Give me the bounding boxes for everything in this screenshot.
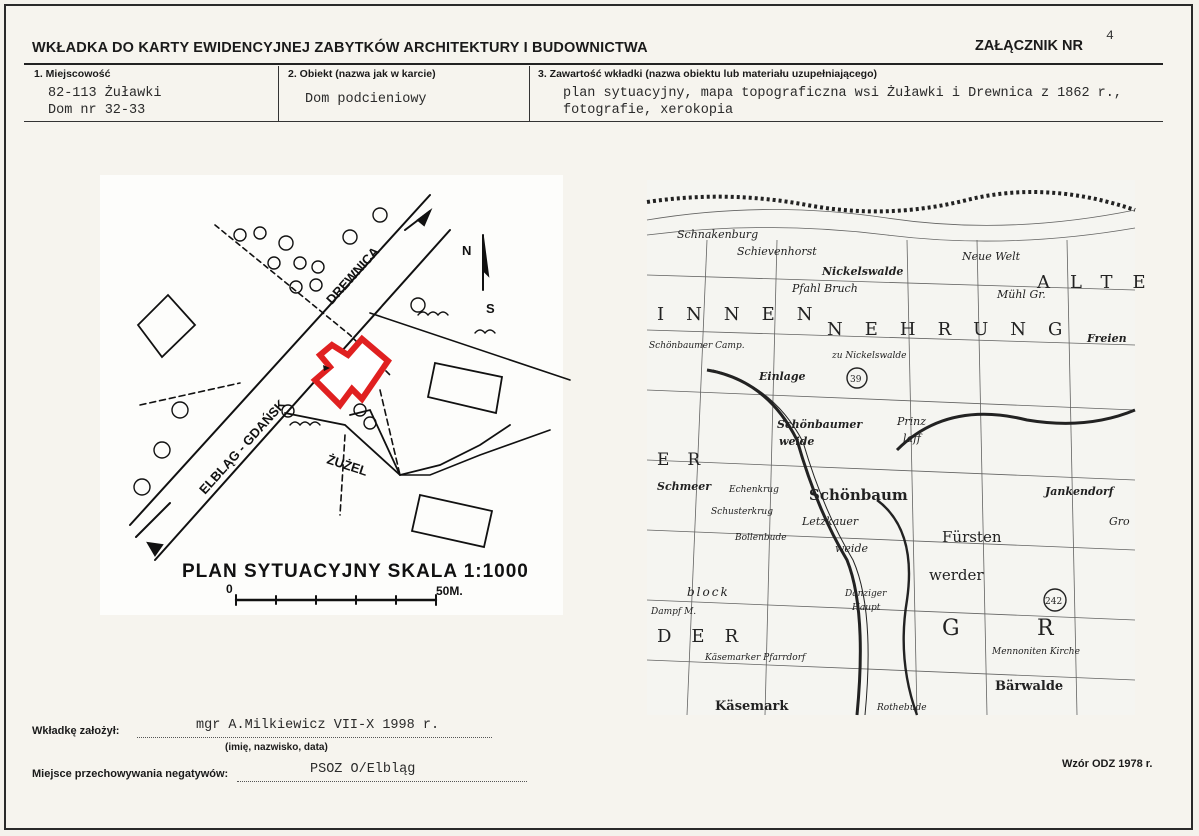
map-label: Prinz (897, 415, 927, 428)
author-hint: (imię, nazwisko, data) (225, 742, 328, 753)
map-label: Schievenhorst (737, 245, 817, 258)
map-label: Schnakenburg (677, 228, 759, 241)
map-label: ALTE (1037, 272, 1166, 293)
map-label: Jankendorf (1045, 485, 1114, 498)
card-title: WKŁADKA DO KARTY EWIDENCYJNEJ ZABYTKÓW ARCHITEKTURY I BUDOWNICTWA (32, 40, 648, 56)
locality-line1: 82-113 Żuławki (48, 86, 162, 101)
topographic-map-drawing (647, 180, 1166, 715)
storage-value: PSOZ O/Elbląg (310, 762, 416, 777)
north-label: N (462, 243, 472, 258)
map-label: Pfahl Bruch (792, 282, 858, 295)
map-label: INNEN (657, 304, 835, 325)
locality-line2: Dom nr 32-33 (48, 103, 146, 118)
map-label: werder (929, 566, 984, 584)
attachment-number: 4 (1106, 28, 1114, 43)
road-main-label: ELBLĄG - GDAŃSK (196, 396, 289, 498)
map-label: Schönbaumer (777, 418, 863, 431)
house-footprint (315, 339, 388, 405)
scale-start: 0 (226, 582, 233, 596)
map-label: Einlage (759, 370, 806, 383)
map-label: NEHRUNG (827, 319, 1085, 340)
locality-label: 1. Miejscowość (34, 68, 111, 80)
content-line2: fotografie, xerokopia (563, 103, 734, 118)
map-label: laff (903, 432, 921, 445)
map-label: Käsemarker Pfarrdorf (705, 653, 806, 663)
topographic-map (647, 180, 1166, 715)
cell-divider (529, 66, 530, 122)
map-label: Schusterkrug (711, 507, 773, 517)
map-label: DER (657, 626, 759, 647)
storage-line (237, 781, 527, 782)
map-label: Gro (1109, 515, 1130, 528)
map-label: Neue Welt (962, 250, 1021, 263)
map-label: Schmeer (657, 480, 712, 493)
map-label: Bollenbude (735, 533, 787, 543)
road-south-label: ŻUŻEL (325, 451, 370, 479)
map-label: R (1037, 616, 1054, 641)
object-value: Dom podcieniowy (305, 92, 427, 107)
content-line1: plan sytuacyjny, mapa topograficzna wsi Żuławki i Drewnica z 1862 r., (563, 86, 1122, 101)
south-label: S (486, 301, 495, 316)
map-label: block (687, 585, 730, 599)
plan-title: PLAN SYTUACYJNY SKALA 1:1000 (182, 561, 529, 582)
map-label: G (942, 616, 960, 641)
map-label: Danziger (845, 589, 887, 599)
situation-plan (100, 175, 563, 615)
map-label: Bärwalde (995, 679, 1064, 694)
map-label: Rothebude (877, 703, 927, 713)
map-label: Echenkrug (729, 485, 779, 495)
road-north-label: DREWNICA (323, 243, 383, 308)
header-rule (24, 63, 1163, 65)
scale-end: 50M. (436, 584, 463, 598)
map-label: Fürsten (942, 528, 1002, 546)
header-bottom-rule (24, 121, 1163, 122)
attachment-label: ZAŁĄCZNIK NR (975, 38, 1083, 54)
map-label: Dampf M. (651, 607, 697, 617)
map-label: ER (657, 450, 719, 470)
map-label: Haupt (852, 603, 881, 613)
map-label: Mennoniten Kirche (992, 647, 1080, 657)
map-label: Letzkauer (802, 515, 859, 528)
form-number: Wzór ODZ 1978 r. (1062, 758, 1153, 770)
map-label: Schönbaum (809, 486, 908, 504)
object-label: 2. Obiekt (nazwa jak w karcie) (288, 68, 436, 80)
author-value: mgr A.Milkiewicz VII-X 1998 r. (196, 718, 440, 733)
author-line (137, 737, 492, 738)
map-label: 39 (850, 375, 862, 385)
map-label: Schönbaumer Camp. (649, 341, 745, 351)
author-label: Wkładkę założył: (32, 725, 120, 737)
map-label: 242 (1045, 597, 1063, 607)
cell-divider (278, 66, 279, 122)
map-label: weide (835, 542, 868, 555)
map-label: zu Nickelswalde (832, 351, 907, 361)
map-label: weide (779, 435, 815, 448)
map-label: Mühl Gr. (997, 288, 1046, 301)
situation-plan-drawing (100, 175, 563, 615)
map-label: Nickelswalde (822, 265, 904, 278)
map-label: Freien (1087, 332, 1127, 345)
storage-label: Miejsce przechowywania negatywów: (32, 768, 229, 780)
map-label: Käsemark (715, 699, 789, 714)
content-label: 3. Zawartość wkładki (nazwa obiektu lub materiału uzupełniającego) (538, 68, 877, 80)
